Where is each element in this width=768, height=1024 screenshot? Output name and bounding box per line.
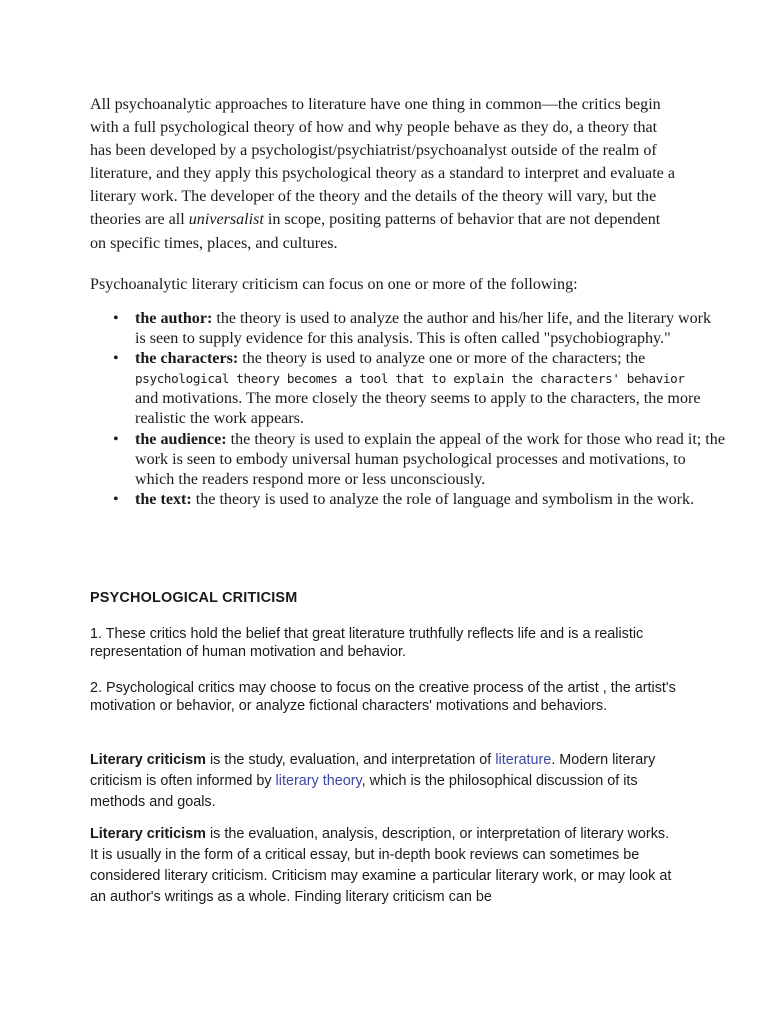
numbered-point: 2. Psychological critics may choose to focus on the creative process of the artist , the artist's motivation or behavior, or analyze fictional characters' motivations and behaviors.: [90, 680, 676, 714]
intro-italic-term: universalist: [188, 211, 264, 229]
focus-intro: Psychoanalytic literary criticism can focus on one or more of the following:: [90, 276, 578, 293]
list-item-mono-text: psychological theory becomes a tool that to explain the characters' behavior: [135, 371, 685, 387]
definition-text: , which is the philosophical discussion of its methods and goals.: [90, 773, 638, 810]
list-item-author: [135, 309, 725, 349]
intro-paragraph: [90, 93, 680, 255]
list-item-characters: [135, 349, 725, 429]
list-item-text: the theory is used to analyze the author and his/her life, and the literary work is seen to supply evidence for this analysis. This is often called "psychobiography.": [135, 310, 712, 348]
definition-term: Literary criticism: [90, 752, 206, 768]
numbered-point: 1. These critics hold the belief that great literature truthfully reflects life and is a realistic representation of human motivation and behavior.: [90, 626, 644, 660]
list-item-text: the theory is used to analyze the role of language and symbolism in the work.: [191, 490, 695, 508]
definition-paragraph: [90, 824, 680, 908]
definition-paragraph: [90, 750, 680, 813]
list-item-term: the characters:: [135, 350, 239, 368]
literary-theory-link[interactable]: literary theory: [275, 773, 362, 789]
list-item-text: the theory is used to analyze one or more of the characters; the: [238, 350, 646, 368]
literature-link[interactable]: literature: [495, 752, 552, 768]
focus-list: [90, 309, 725, 510]
list-item-text: and motivations. The more closely the theory seems to apply to the characters, the more realistic the work appears.: [135, 390, 701, 428]
intro-text-part1: All psychoanalytic approaches to literature have one thing in common—the critics begin with a full psychological theory of how and why people behave as they do, a theory that has been developed by a psychologist/psychiatrist/psychoanalyst outside of the realm of literature, and they apply this psychological theory as a standard to interpret and evaluate a literary work. The developer of the theory and the details of the theory will vary, but the theories are all: [90, 96, 675, 229]
list-item-text-focus: [135, 490, 725, 510]
list-item-term: the text:: [135, 490, 192, 508]
intro-text-part2: in scope, positing patterns of behavior that are not dependent on specific times, places, and cultures.: [90, 211, 661, 252]
list-item-audience: [135, 430, 725, 490]
section-heading: PSYCHOLOGICAL CRITICISM: [90, 590, 298, 606]
definition-text: is the evaluation, analysis, description, or interpretation of literary works. It is usually in the form of a critical essay, but in-depth book reviews can sometimes be considered literary criticism. Criticism may examine a particular literary work, or may look at an author's writings as a whole. Finding literary criticism can be: [90, 826, 672, 905]
list-item-term: the author:: [135, 310, 213, 327]
definition-term: Literary criticism: [90, 826, 206, 842]
list-item-term: the audience:: [135, 430, 227, 448]
list-item-text: the theory is used to explain the appeal of the work for those who read it; the work is seen to embody universal human psychological processes and motivations, to which the readers respond more or less unconsciously.: [135, 430, 725, 488]
definition-text: . Modern literary criticism is often informed by: [90, 752, 656, 789]
definition-text: is the study, evaluation, and interpretation of: [205, 752, 496, 768]
